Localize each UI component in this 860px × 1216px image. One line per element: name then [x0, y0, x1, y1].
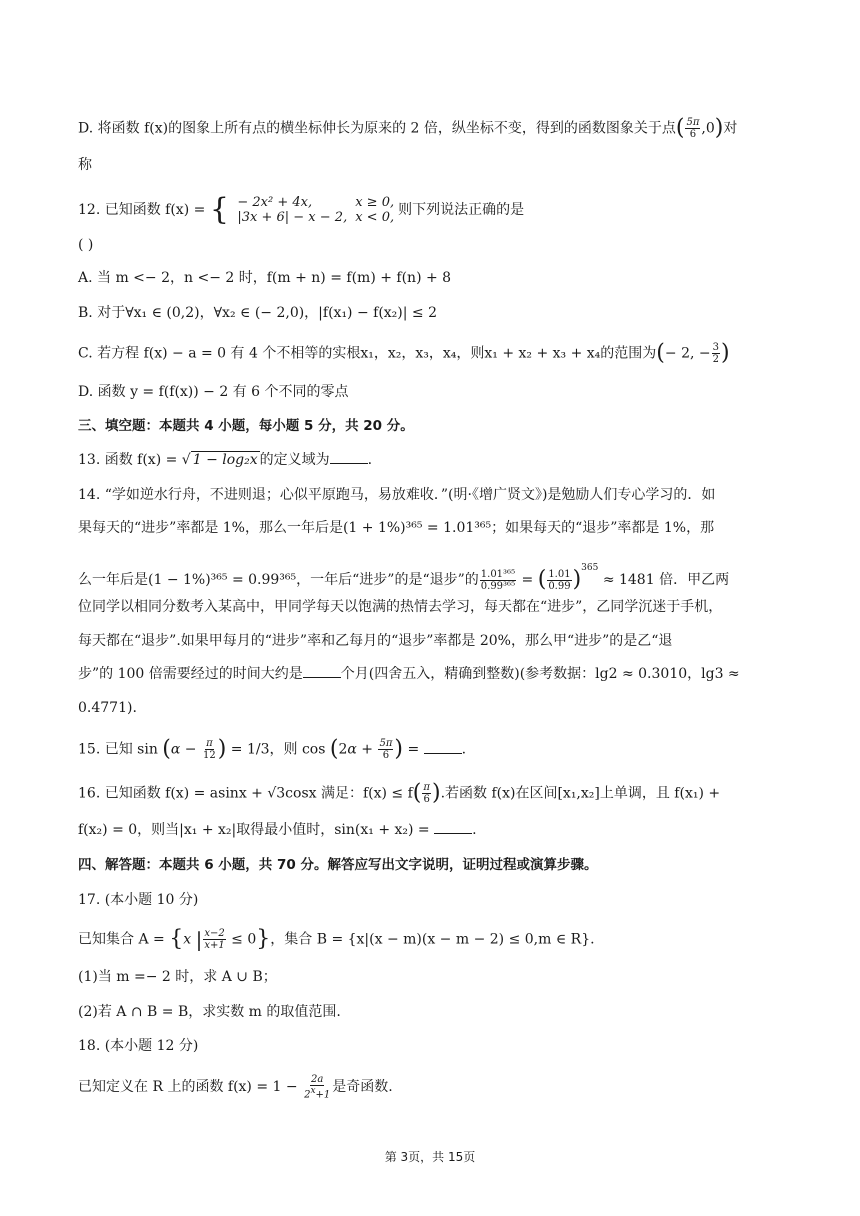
q12-option-d: D. 函数 y = f(f(x)) − 2 有 6 个不同的零点 [78, 384, 349, 400]
page-footer: 第 3页，共 15页 [384, 1150, 476, 1164]
q12-stem: 12. 已知函数 f(x) = { − 2x² + 4x, x ≥ 0, |3x + 6| − x − 2, x < 0, 则下列说法正确的是 [78, 192, 525, 227]
q14-line-1: 14. “学如逆水行舟，不进则退；心似平原跑马，易放难收．”(明·《增广贤文》)是勉励人们专心学习的．如 [78, 487, 716, 503]
q11-option-d: D. 将函数 f(x)的图象上所有点的横坐标伸长为原来的 2 倍，纵坐标不变，得到的函数图象关于点( $\frac{5\pi}{6}$ ,0)对 [78, 115, 738, 141]
q11-option-d-cont: 称 [78, 157, 92, 173]
q14-line-5: 每天都在“退步”.如果甲每月的“进步”率和乙每月的“退步”率都是 20%，那么甲“进步”的是乙“退 [78, 633, 673, 649]
q15-blank [424, 741, 462, 754]
q14-line-4: 位同学以相同分数考入某高中，甲同学每天以饱满的热情去学习，每天都在“进步”，乙同学沉迷于手机， [78, 599, 723, 615]
q18-stem: 已知定义在 R 上的函数 f(x) = 1 − $\frac{2a}{2^x+1}$ 是奇函数. [78, 1074, 393, 1101]
q18-heading: 18. (本小题 12 分) [78, 1038, 199, 1054]
q14-line-6: 步”的 100 倍需要经过的时间大约是 个月(四舍五入，精确到整数)(参考数据：lg2 ≈ 0.3010，lg3 ≈ [78, 666, 740, 682]
q13-blank [330, 451, 368, 464]
q14-line-2: 果每天的“进步”率都是 1%，那么一年后是(1 + 1%)³⁶⁵ = 1.01³⁶⁵；如果每天的“退步”率都是 1%，那 [78, 520, 715, 536]
q12-option-c: C. 若方程 f(x) − a = 0 有 4 个不相等的实根x₁，x₂，x₃，x₄，则x₁ + x₂ + x₃ + x₄的范围为(− 2, − $\frac{3}{2}$ ) [78, 340, 730, 366]
q14-line-3: 么一年后是(1 − 1%)³⁶⁵ = 0.99³⁶⁵，一年后“进步”的是“退步”的 $\frac{\text{1.01³⁶⁵}}{\text{0.99³⁶⁵}}$ = ( $\frac{1.01}{0.99}$ )$^{365}$ ≈ 1481 倍．甲乙两 [78, 563, 730, 592]
q16-line-1: 16. 已知函数 f(x) = asinx + √3cosx 满足：f(x) ≤ f( $\frac{\pi}{6}$ ).若函数 f(x)在区间[x₁,x₂]上单调，且 f(x₁) + [78, 780, 721, 806]
q14-blank [303, 665, 341, 678]
q14-line-7: 0.4771). [78, 700, 137, 716]
q12-piecewise: − 2x² + 4x, x ≥ 0, |3x + 6| − x − 2, x < 0, [237, 195, 395, 225]
q12-option-a: A. 当 m <− 2，n <− 2 时，f(m + n) = f(m) + f(n) + 8 [78, 270, 452, 286]
q16-blank [434, 821, 472, 834]
q15: 15. 已知 sin (α − $\frac{\pi}{12}$ ) = 1/3，则 cos (2α + $\frac{5\pi}{6}$ ) = . [78, 736, 467, 762]
q17-part-2: (2)若 A ∩ B = B，求实数 m 的取值范围. [78, 1004, 341, 1020]
q17-stem: 已知集合 A = {x | $\frac{x-2}{x+1}$ ≤ 0}，集合 B = {x|(x − m)(x − m − 2) ≤ 0,m ∈ R}. [78, 926, 595, 952]
section-4-heading: 四、解答题：本题共 6 小题，共 70 分。解答应写出文字说明，证明过程或演算步骤。 [78, 857, 598, 873]
q17-heading: 17. (本小题 10 分) [78, 892, 199, 908]
q17-part-1: (1)当 m =− 2 时，求 A ∪ B； [78, 969, 277, 985]
q12-paren: ( ) [78, 237, 94, 253]
q12-option-b: B. 对于∀x₁ ∈ (0,2)，∀x₂ ∈ (− 2,0)，|f(x₁) − f(x₂)| ≤ 2 [78, 305, 438, 321]
q11-d-text: D. 将函数 f(x)的图象上所有点的横坐标伸长为原来的 2 倍，纵坐标不变，得到的函数图象关于点 [78, 120, 676, 137]
q16-line-2: f(x₂) = 0，则当|x₁ + x₂|取得最小值时，sin(x₁ + x₂) = . [78, 822, 477, 838]
q13: 13. 函数 f(x) = √ 1 − log₂x 的定义域为 . [78, 452, 373, 468]
section-3-heading: 三、填空题：本题共 4 小题，每小题 5 分，共 20 分。 [78, 418, 414, 434]
